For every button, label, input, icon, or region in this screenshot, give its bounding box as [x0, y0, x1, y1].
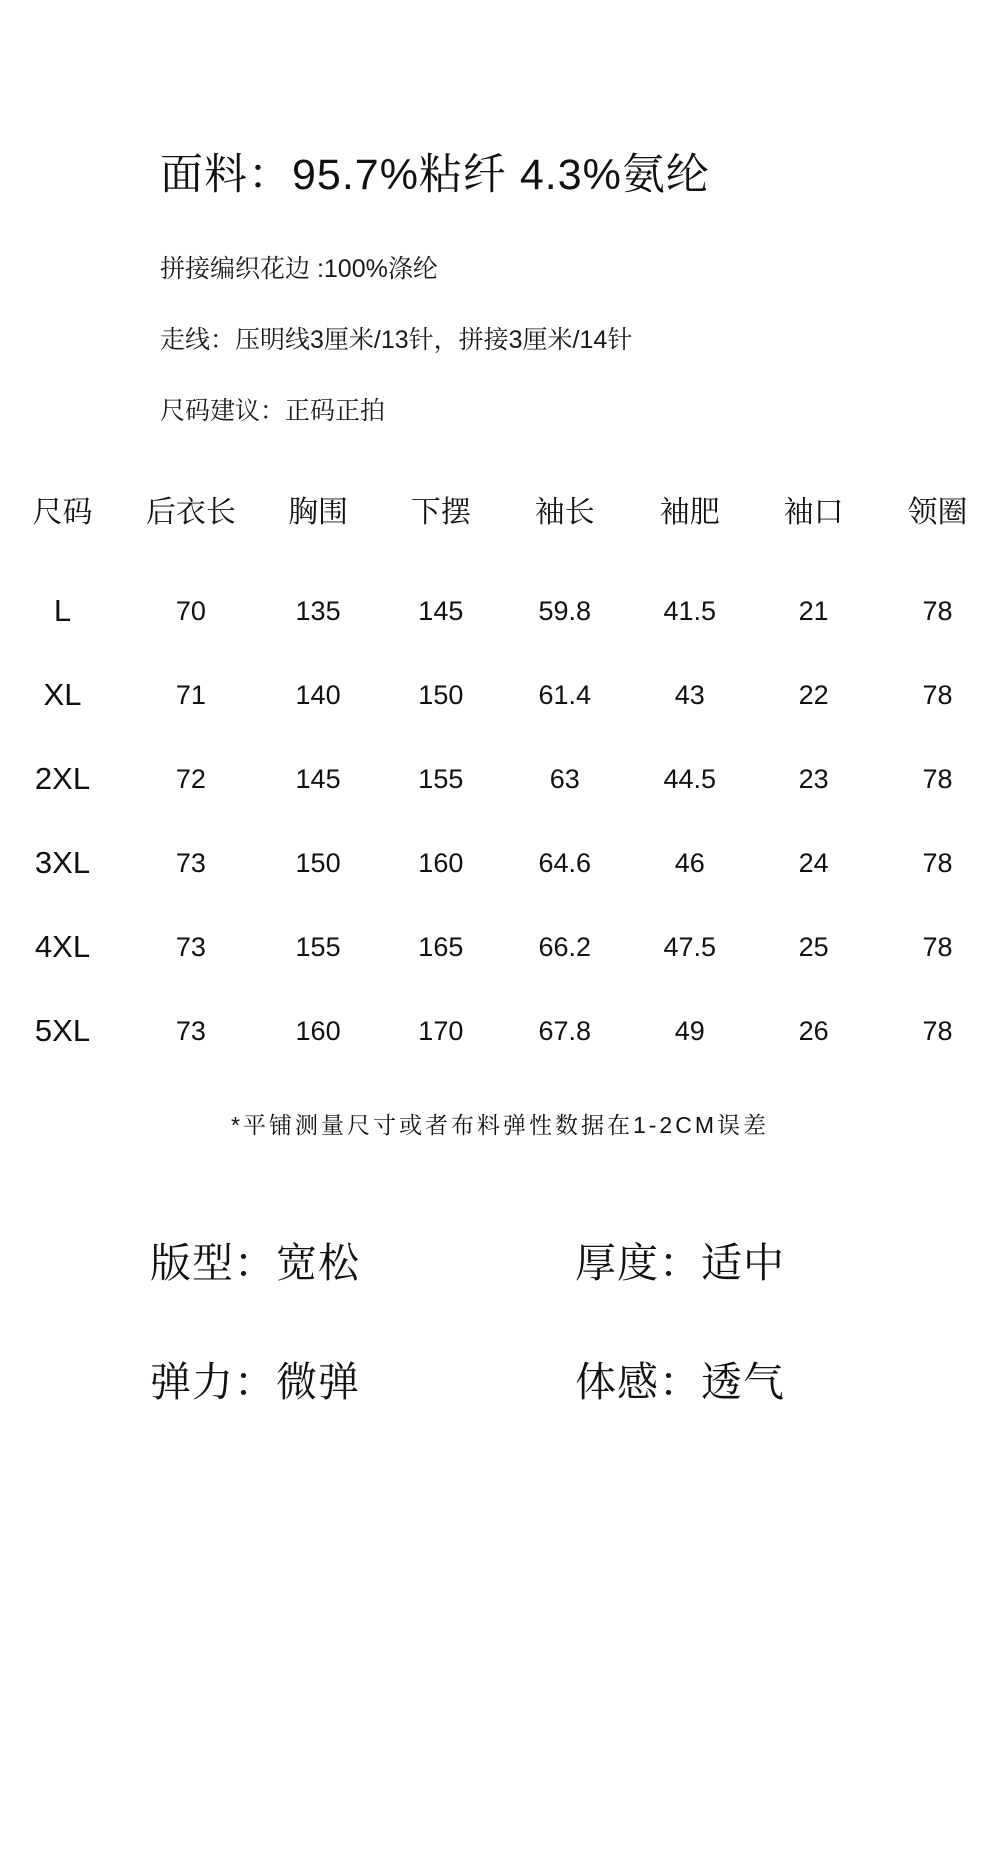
attribute-fit: 版型：宽松 — [150, 1240, 360, 1287]
size-chart-header — [0, 487, 1000, 569]
cell-bust: 160 — [295, 1015, 341, 1046]
table-row — [0, 821, 1000, 905]
table-row — [0, 989, 1000, 1073]
attribute-elasticity: 弹力：微弹 — [150, 1359, 360, 1406]
header-bust: 胸围 — [288, 496, 349, 530]
header-back-length: 后衣长 — [145, 496, 236, 530]
cell-size: 3XL — [34, 845, 91, 881]
attribute-feel: 体感：透气 — [575, 1359, 785, 1406]
cell-cuff: 23 — [798, 763, 829, 794]
cell-sleeve-length: 64.6 — [538, 847, 591, 878]
cell-back-length: 71 — [175, 679, 206, 710]
cell-bust: 155 — [295, 931, 341, 962]
cell-sleeve-length: 63 — [549, 763, 580, 794]
spec-list — [160, 254, 940, 428]
cell-hem: 165 — [418, 931, 464, 962]
header-size: 尺码 — [32, 496, 93, 530]
cell-collar: 78 — [922, 595, 953, 626]
spec-line-size-advice: 尺码建议：正码正拍 — [160, 397, 386, 426]
cell-sleeve-length: 67.8 — [538, 1015, 591, 1046]
cell-bust: 145 — [295, 763, 341, 794]
cell-cuff: 25 — [798, 931, 829, 962]
cell-sleeve-width: 46 — [674, 847, 705, 878]
cell-size: 2XL — [34, 761, 91, 797]
cell-bust: 150 — [295, 847, 341, 878]
cell-hem: 145 — [418, 595, 464, 626]
cell-collar: 78 — [922, 763, 953, 794]
cell-size: 5XL — [34, 1013, 91, 1049]
cell-hem: 155 — [418, 763, 464, 794]
table-row — [0, 737, 1000, 821]
fabric-section — [0, 0, 1000, 427]
cell-sleeve-width: 44.5 — [663, 763, 716, 794]
cell-collar: 78 — [922, 931, 953, 962]
cell-sleeve-width: 41.5 — [663, 595, 716, 626]
cell-back-length: 73 — [175, 847, 206, 878]
cell-hem: 170 — [418, 1015, 464, 1046]
header-sleeve-width: 袖肥 — [659, 496, 720, 530]
size-chart-table — [0, 487, 1000, 1073]
cell-collar: 78 — [922, 847, 953, 878]
header-cuff: 袖口 — [783, 496, 844, 530]
cell-back-length: 73 — [175, 931, 206, 962]
size-chart-body — [0, 569, 1000, 1073]
cell-sleeve-length: 61.4 — [538, 679, 591, 710]
cell-sleeve-length: 66.2 — [538, 931, 591, 962]
cell-sleeve-width: 47.5 — [663, 931, 716, 962]
cell-back-length: 72 — [175, 763, 206, 794]
attribute-thickness: 厚度：适中 — [575, 1240, 785, 1287]
measurement-tolerance-note: *平铺测量尺寸或者布料弹性数据在1-2CM误差 — [231, 1112, 769, 1139]
spec-line-stitching: 走线：压明线3厘米/13针，拼接3厘米/14针 — [160, 325, 633, 354]
cell-cuff: 22 — [798, 679, 829, 710]
cell-sleeve-width: 43 — [674, 679, 705, 710]
fabric-composition-title: 面料：95.7%粘纤 4.3%氨纶 — [160, 151, 710, 199]
cell-sleeve-length: 59.8 — [538, 595, 591, 626]
table-row — [0, 905, 1000, 989]
cell-bust: 135 — [295, 595, 341, 626]
cell-bust: 140 — [295, 679, 341, 710]
cell-size: L — [53, 593, 72, 629]
cell-size: XL — [43, 677, 82, 713]
cell-collar: 78 — [922, 1015, 953, 1046]
header-collar: 领圈 — [907, 496, 968, 530]
header-hem: 下摆 — [410, 496, 471, 530]
cell-size: 4XL — [34, 929, 91, 965]
cell-sleeve-width: 49 — [674, 1015, 705, 1046]
cell-hem: 150 — [418, 679, 464, 710]
header-sleeve-length: 袖长 — [534, 496, 595, 530]
cell-back-length: 70 — [175, 595, 206, 626]
cell-cuff: 26 — [798, 1015, 829, 1046]
cell-collar: 78 — [922, 679, 953, 710]
table-row — [0, 653, 1000, 737]
cell-back-length: 73 — [175, 1015, 206, 1046]
spec-line-lace: 拼接编织花边 :100%涤纶 — [160, 254, 438, 283]
cell-cuff: 21 — [798, 595, 829, 626]
table-header-row — [0, 487, 1000, 569]
table-row — [0, 569, 1000, 653]
cell-cuff: 24 — [798, 847, 829, 878]
attribute-grid — [0, 1230, 1000, 1408]
cell-hem: 160 — [418, 847, 464, 878]
